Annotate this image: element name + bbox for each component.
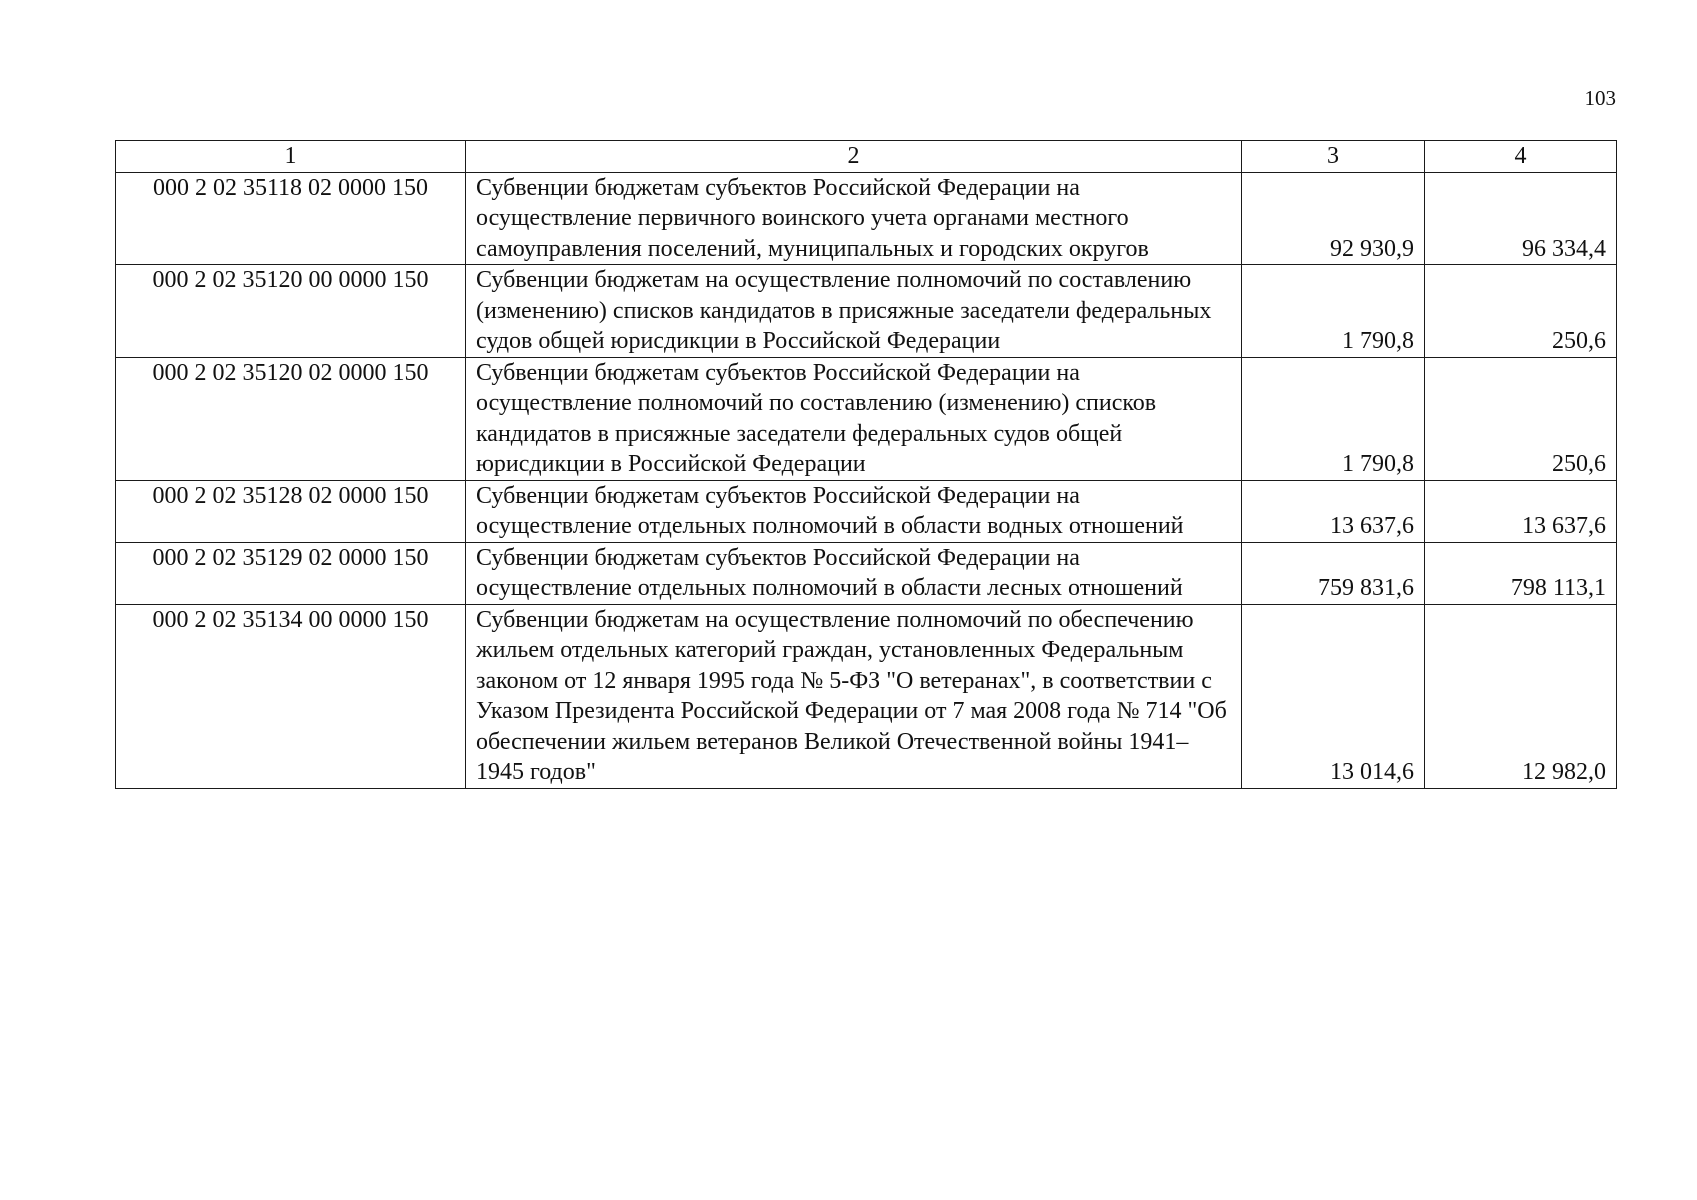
row-value-col4: 13 637,6 — [1425, 480, 1617, 542]
row-value-col4: 798 113,1 — [1425, 542, 1617, 604]
row-description: Субвенции бюджетам субъектов Российской Федерации на осуществление отдельных полномочий в области лесных отношений — [466, 542, 1242, 604]
table-row — [116, 357, 1617, 480]
row-description: Субвенции бюджетам субъектов Российской Федерации на осуществление полномочий по составлению (изменению) списков кандидатов в присяжные заседатели федеральных судов общей юрисдикции в Российской Федерации — [466, 357, 1242, 480]
row-description: Субвенции бюджетам на осуществление полномочий по обеспечению жильем отдельных категорий граждан, установленных Федеральным законом от 12 января 1995 года № 5-ФЗ "О ветеранах", в соответствии с Указом Президента Российской Федерации от 7 мая 2008 года № 714 "Об обеспечении жильем ветеранов Великой Отечественной войны 1941–1945 годов" — [466, 604, 1242, 788]
table-row — [116, 604, 1617, 788]
row-value-col3: 13 637,6 — [1242, 480, 1425, 542]
row-code: 000 2 02 35134 00 0000 150 — [116, 604, 466, 788]
row-value-col4: 96 334,4 — [1425, 172, 1617, 265]
header-cell-1: 1 — [116, 141, 466, 173]
table-row — [116, 172, 1617, 265]
table-row — [116, 542, 1617, 604]
row-code: 000 2 02 35128 02 0000 150 — [116, 480, 466, 542]
row-description: Субвенции бюджетам на осуществление полномочий по составлению (изменению) списков кандидатов в присяжные заседатели федеральных судов общей юрисдикции в Российской Федерации — [466, 265, 1242, 358]
table-row — [116, 480, 1617, 542]
row-description: Субвенции бюджетам субъектов Российской Федерации на осуществление отдельных полномочий в области водных отношений — [466, 480, 1242, 542]
row-value-col4: 12 982,0 — [1425, 604, 1617, 788]
row-value-col3: 1 790,8 — [1242, 357, 1425, 480]
header-row — [116, 141, 1617, 173]
budget-table — [115, 140, 1617, 789]
row-value-col3: 13 014,6 — [1242, 604, 1425, 788]
header-cell-3: 3 — [1242, 141, 1425, 173]
row-code: 000 2 02 35120 00 0000 150 — [116, 265, 466, 358]
row-code: 000 2 02 35129 02 0000 150 — [116, 542, 466, 604]
table-row — [116, 265, 1617, 358]
row-code: 000 2 02 35118 02 0000 150 — [116, 172, 466, 265]
row-value-col3: 92 930,9 — [1242, 172, 1425, 265]
row-value-col3: 759 831,6 — [1242, 542, 1425, 604]
header-cell-4: 4 — [1425, 141, 1617, 173]
row-code: 000 2 02 35120 02 0000 150 — [116, 357, 466, 480]
header-cell-2: 2 — [466, 141, 1242, 173]
row-description: Субвенции бюджетам субъектов Российской Федерации на осуществление первичного воинского учета органами местного самоуправления поселений, муниципальных и городских округов — [466, 172, 1242, 265]
page-number: 103 — [1584, 86, 1616, 110]
row-value-col4: 250,6 — [1425, 357, 1617, 480]
row-value-col4: 250,6 — [1425, 265, 1617, 358]
row-value-col3: 1 790,8 — [1242, 265, 1425, 358]
